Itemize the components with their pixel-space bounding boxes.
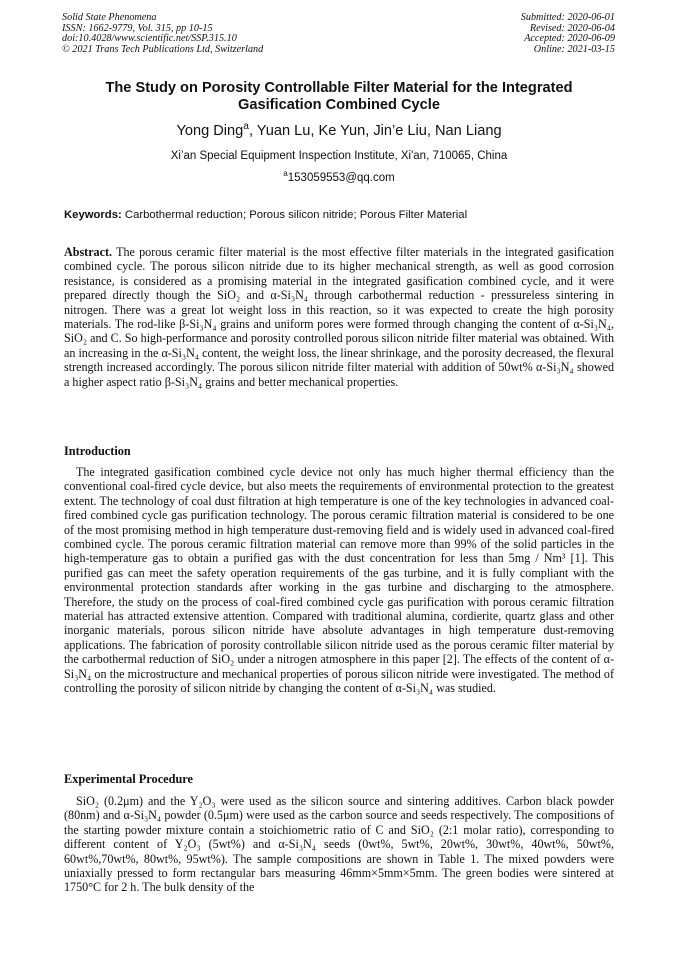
introduction-heading: Introduction <box>64 444 131 458</box>
accepted-date: Accepted: 2020-06-09 <box>524 33 615 45</box>
paper-title: The Study on Porosity Controllable Filter Material for the Integrated Gasification Combined Cycle <box>105 80 573 113</box>
experimental-text: SiO₂ (0.2μm) and the Y₂O₃ were used as the silicon source and sintering additives. Carbon black powder (80nm) and α-Si₃N₄ powder (0.5μm) were used as the carbon source and seeds respectively. The compositions of the starting powder mixture contain a stoichiometric ratio of C and SiO₂ (2:1 molar ratio), corresponding to different content of Y₂O₃ (5wt%) and α-Si₃N₄ seeds (0wt%, 5wt%, 20wt%, 30wt%, 40wt%, 50wt%, 60wt%,70wt%, 80wt%, 95wt%). The sample compositions are shown in Table 1. The mixed powders were uniaxially pressed to form rectangular bars measuring 46mm×5mm×5mm. The green bodies were sintered at 1750°C for 2 h. The bulk density of the <box>64 794 614 895</box>
abstract-text: The porous ceramic filter material is the most effective filter materials in the integrated gasification combined cycle. The porous silicon nitride due to its higher mechanical strength, as well as good corrosion resistance, is considered as a promising material in the integrated gasification combined cycle, and it were prepared directly though the SiO₂ and α-Si₃N₄ through carbothermal reduction - pressureless sintering in nitrogen. There was a great lot weight loss in this reaction, so it was expected to create the high porosity materials. The rod-like β-Si₃N₄ grains and uniform pores were formed through changing the content of α-Si₃N₄, SiO₂ and C. So high-performance and porosity controlled porous silicon nitride filter material was obtained. With an increasing in the α-Si₃N₄ content, the weight loss, the linear shrinkage, and the porosity decreased, the flexural strength increased accordingly. The porous silicon nitride filter material with addition of 50wt% α-Si₃N₄ showed a higher aspect ratio β-Si₃N₄ grains and better mechanical properties. <box>64 245 614 389</box>
email-sup: a <box>283 169 288 179</box>
other-authors: , Yuan Lu, Ke Yun, Jin’e Liu, Nan Liang <box>248 123 502 139</box>
journal-name: Solid State Phenomena <box>62 12 157 23</box>
author-list <box>0 123 678 139</box>
publication-dates <box>521 13 615 55</box>
email-address[interactable]: 153059553@qq.com <box>287 172 395 184</box>
abstract <box>64 245 614 389</box>
copyright: © 2021 Trans Tech Publications Ltd, Switzerland <box>62 43 264 55</box>
first-author: Yong Ding <box>176 123 244 139</box>
submitted-date: Submitted: 2020-06-01 <box>520 12 615 23</box>
keywords-label: Keywords: <box>64 209 122 221</box>
experimental-heading: Experimental Procedure <box>64 772 193 786</box>
journal-info <box>62 13 263 55</box>
online-date: Online: 2021-03-15 <box>533 43 615 55</box>
introduction-text: The integrated gasification combined cycle device not only has much higher thermal efficiency than the conventional coal-fired cycle device, but also meets the requirements of environmental protection to the greatest extent. The technology of coal dust filtration at high temperature is one of the key technologies in advanced coal-fired combined cycle gas purification technology. The porous ceramic filtration material is considered to be one of the most promising method in high temperature dust-removing field and is widely used in advanced coal-fired combined cycle. The porous ceramic filtration material can remove more than 99% of the solid particles in the high-temperature gas to obtain a purified gas with the dust concentration for less than 5mg / Nm³ [1]. This purified gas can meet the safety operation requirements of the gas turbine, and it is fully compliant with the environmental protection standards after working in the gas turbine and discharging to the atmosphere. Therefore, the study on the process of coal-fired combined cycle gas purification with porous ceramic filtration material has attracted extensive attention. Compared with traditional alumina, cordierite, quartz glass and other inorganic materials, porous silicon nitride have absolute advantages in high temperature dust-removing applications. The fabrication of porosity controllable silicon nitride used as the porous ceramic filter material by the carbothermal reduction of SiO₂ under a nitrogen atmosphere in this paper [2]. The effects of the content of α-Si₃N₄ on the microstructure and mechanical properties of porous silicon nitride were investigated. The method of controlling the porosity of silicon nitride by changing the content of α-Si₃N₄ was studied. <box>64 465 614 696</box>
doi: doi:10.4028/www.scientific.net/SSP.315.10 <box>62 33 237 45</box>
issn: ISSN: 1662-9779, Vol. 315, pp 10-15 <box>62 22 213 34</box>
keywords <box>64 209 614 221</box>
abstract-label: Abstract. <box>64 245 113 259</box>
keywords-text: Carbothermal reduction; Porous silicon nitride; Porous Filter Material <box>121 209 468 221</box>
email <box>0 169 678 184</box>
revised-date: Revised: 2020-06-04 <box>529 22 615 34</box>
first-author-sup: a <box>243 121 249 133</box>
affiliation: Xi’an Special Equipment Inspection Institute, Xi'an, 710065, China <box>170 150 508 162</box>
